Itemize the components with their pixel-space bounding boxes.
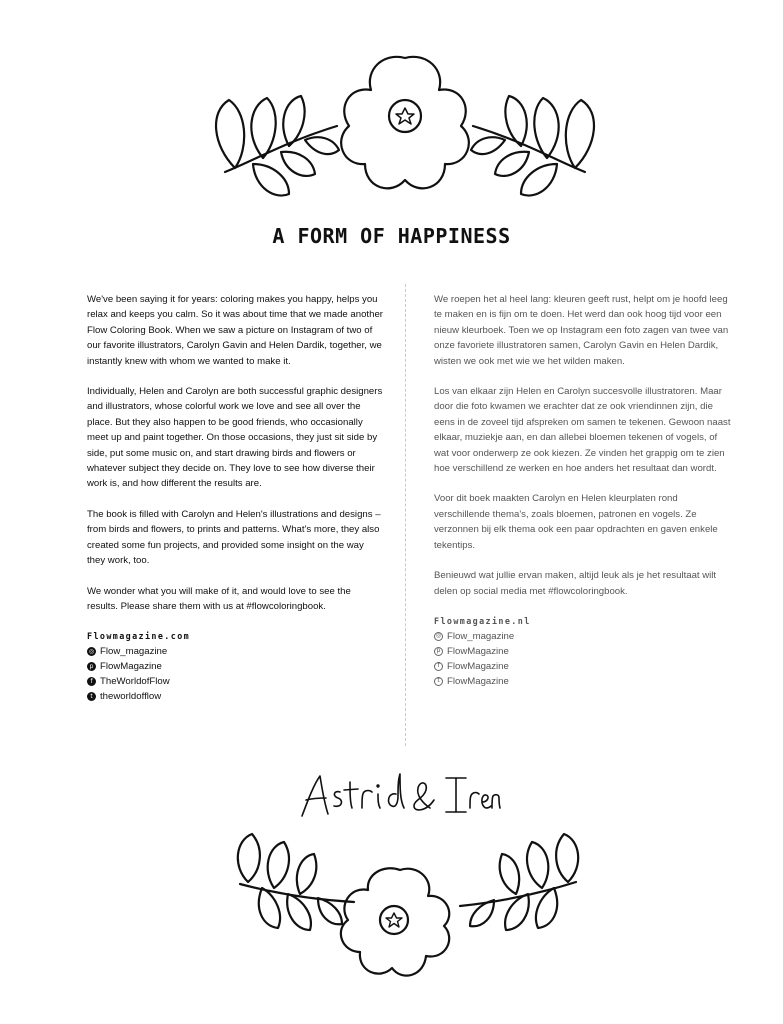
- instagram-icon: ◎: [88, 647, 95, 655]
- social-link-twitter[interactable]: [87, 689, 383, 704]
- column-divider: [405, 284, 406, 746]
- twitter-icon: t: [434, 677, 443, 686]
- social-handle: TheWorldofFlow: [100, 676, 170, 688]
- paragraph: We roepen het al heel lang: kleuren geeft rust, helpt om je hoofd leeg te maken en is fijn om te doen. Het werd dan ook hoog tijd voor een nieuw kleurboek. Toen we op Instagram een foto zagen van twee van onze favoriete illustratoren samen, Carolyn Gavin en Helen Dardik, wisten we ook met wie we het wilden maken.: [434, 294, 729, 367]
- social-handle: Flow_magazine: [447, 630, 515, 642]
- dutch-column: [434, 292, 734, 689]
- pinterest-icon: p: [87, 662, 96, 671]
- facebook-icon: f: [434, 662, 443, 671]
- facebook-icon: f: [87, 677, 96, 686]
- paragraph: Voor dit boek maakten Carolyn en Helen kleurplaten rond verschillende thema's, zoals bloemen, patronen en vogels. Ze verzonnen bij elk thema ook een paar opdrachten en gaven enkele tekentips.: [434, 493, 718, 551]
- bottom-flower-ornament: [228, 822, 588, 982]
- instagram-icon: ◎: [435, 632, 442, 640]
- social-handle: FlowMagazine: [447, 645, 509, 657]
- twitter-icon: t: [87, 692, 96, 701]
- website-link[interactable]: Flowmagazine.nl: [434, 615, 531, 626]
- pinterest-icon: p: [434, 647, 443, 656]
- contact-list: [434, 614, 734, 689]
- social-link-facebook[interactable]: [87, 674, 383, 689]
- social-handle: Flow_magazine: [100, 646, 168, 658]
- social-link-instagram[interactable]: [434, 629, 734, 644]
- paragraph: We've been saying it for years: coloring makes you happy, helps you relax and keeps you calm. So it was about time that we made another Flow Coloring Book. When we saw a picture on Instagram of two of our favorite illustrators, Carolyn Gavin and Helen Dardik, together, we instantly knew with whom we wanted to make it.: [87, 294, 383, 367]
- english-column: [87, 292, 383, 704]
- social-handle: FlowMagazine: [100, 661, 162, 673]
- social-handle: theworldofflow: [100, 691, 162, 703]
- social-link-pinterest[interactable]: [434, 644, 734, 659]
- social-link-facebook[interactable]: [434, 659, 734, 674]
- signature: [296, 770, 506, 827]
- social-link-instagram[interactable]: [87, 644, 383, 659]
- paragraph: Los van elkaar zijn Helen en Carolyn succesvolle illustratoren. Maar door die foto kwamen we erachter dat ze ook vriendinnen zijn, die eens in de zoveel tijd afspreken om samen te tekenen. Gewoon naast elkaar, muziekje aan, en dan allebei bloemen tekenen of vogels, of wat voor onderwerp ze ook kiezen. Ze vinden het grappig om te zien hoe verschillend ze werken en hoe anders het resultaat dan wordt.: [434, 386, 731, 475]
- paragraph: Individually, Helen and Carolyn are both successful graphic designers and illustrators, whose colorful work we love and see all over the place. But they also happen to be good friends, who occasionally meet up and paint together. On those occasions, they just sit side by side, put some music on, and start drawing birds and flowers or whatever subject they decide on. They love to see how diverse their work is, and how different the results are.: [87, 386, 383, 490]
- paragraph: The book is filled with Carolyn and Helen's illustrations and designs – from birds and flowers, to prints and patterns. What's more, they also created some fun projects, and provided some insight on the way they work, too.: [87, 508, 381, 567]
- top-flower-ornament: [205, 50, 605, 210]
- contact-list: [87, 629, 383, 704]
- paragraph: We wonder what you will make of it, and would love to see the results. Please share them with us at #flowcoloringbook.: [87, 585, 351, 612]
- page-title: A FORM OF HAPPINESS: [272, 224, 511, 248]
- social-handle: FlowMagazine: [447, 660, 509, 672]
- paragraph: Benieuwd wat jullie ervan maken, altijd leuk als je het resultaat wilt delen op social media met #flowcoloringbook.: [434, 570, 717, 597]
- website-link[interactable]: Flowmagazine.com: [87, 631, 191, 642]
- social-link-pinterest[interactable]: [87, 659, 383, 674]
- social-link-twitter[interactable]: [434, 674, 734, 689]
- social-handle: FlowMagazine: [447, 675, 509, 687]
